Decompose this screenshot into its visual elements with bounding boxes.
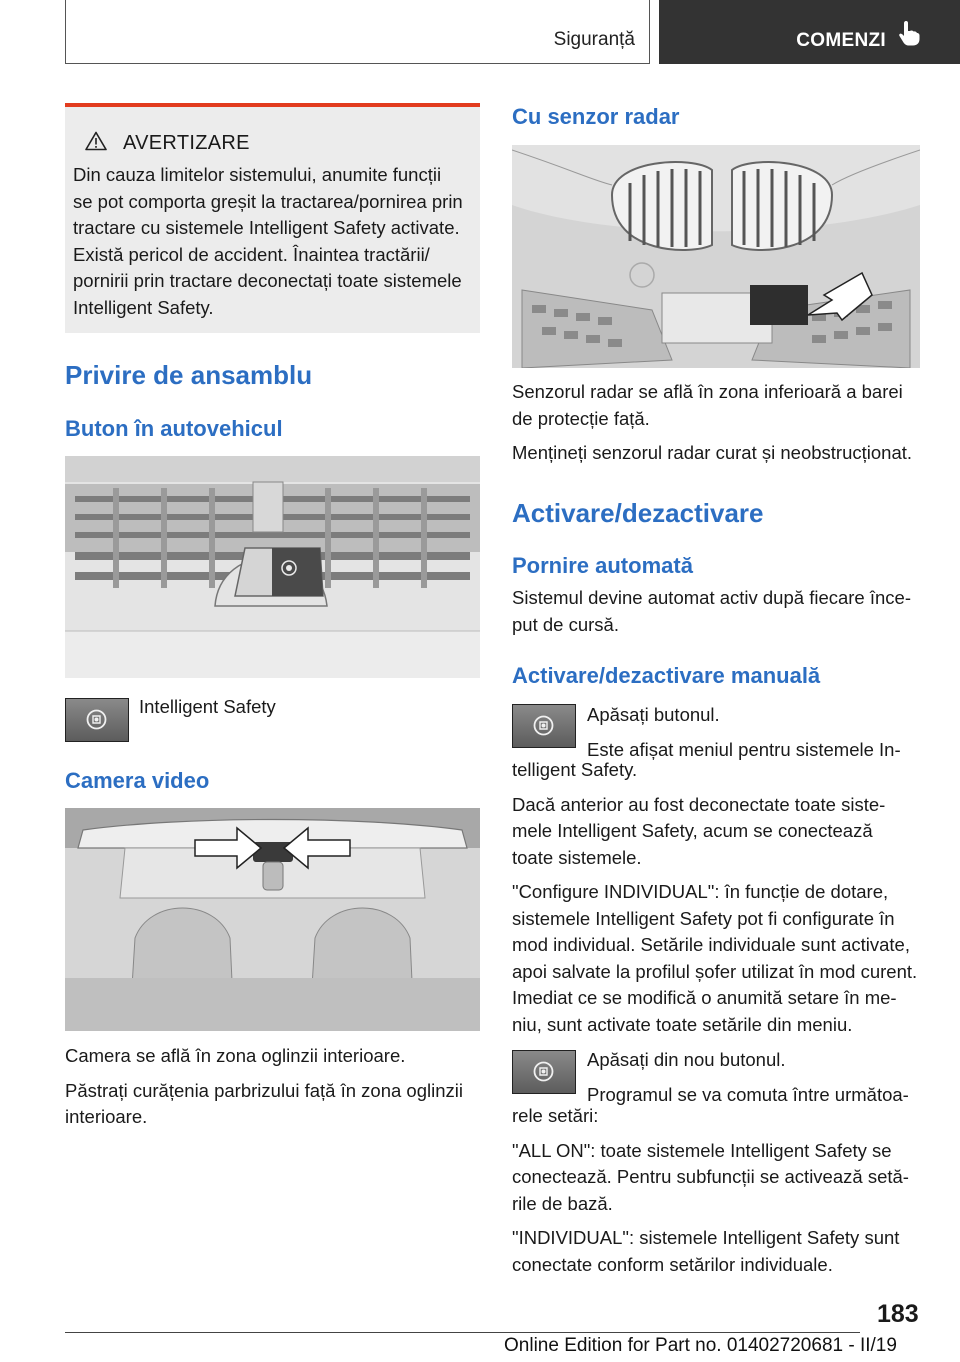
radar-description: Senzorul radar se află în zona inferioară a barei de protecție față. Mențineți senzorul radar curat și neobstrucționat. <box>512 381 913 463</box>
camera-location-illustration <box>65 808 480 1031</box>
auto-start-text: Sistemul devine automat activ după fiecare înce- put de cursă. <box>512 587 911 635</box>
radar-heading: Cu senzor radar <box>512 104 680 129</box>
intelligent-safety-button-icon <box>65 698 129 742</box>
settings-list: rele setări: "ALL ON": toate sistemele Intelligent Safety se conectează. Pentru subfuncții se activează setă- rile de bază. "INDIVIDUAL": sistemele Intelligent Safety sunt conectate conform setărilor individuale. <box>512 1105 909 1275</box>
header-chapter-tab <box>659 0 960 64</box>
warning-title: AVERTIZARE <box>123 132 250 154</box>
warning-text: Din cauza limitelor sistemului, anumite funcții se pot comporta greșit la tractarea/pornirea prin tractare cu sistemele Intelligent Safety activate. Există pericol de accident. Înaintea tractării/ pornirii prin tractare deconectați toate sistemele Intelligent Safety. <box>73 164 463 318</box>
section-title: Siguranță <box>553 29 635 50</box>
overview-heading: Privire de ansamblu <box>65 360 313 390</box>
warning-box <box>65 103 480 333</box>
manual-heading: Activare/dezactivare manuală <box>512 663 821 688</box>
footer-divider <box>65 1332 860 1333</box>
page-number: 183 <box>877 1300 919 1328</box>
activation-heading: Activare/dezactivare <box>512 498 764 528</box>
pointing-hand-icon <box>898 20 920 52</box>
intelligent-safety-button-icon <box>512 704 576 748</box>
camera-heading: Camera video <box>65 768 210 793</box>
dashboard-button-illustration <box>65 456 480 678</box>
footer-edition: Online Edition for Part no. 01402720681 - II/19 <box>504 1335 897 1356</box>
manual-step-1: Apăsați butonul. Este afișat meniul pentru sistemele In- <box>587 704 901 760</box>
intelligent-safety-button-icon <box>512 1050 576 1094</box>
camera-description: Camera se află în zona oglinzii interioare. Păstrați curățenia parbrizului față în zona oglinzii interioare. <box>65 1045 463 1127</box>
button-location-heading: Buton în autovehicul <box>65 416 283 441</box>
chapter-title: COMENZI <box>796 30 886 51</box>
press-again-step: Apăsați din nou butonul. Programul se va comuta între următoa- <box>587 1049 909 1105</box>
auto-start-heading: Pornire automată <box>512 553 693 578</box>
button-label: Intelligent Safety <box>139 696 276 717</box>
header-section-tab <box>65 0 650 64</box>
manual-details: telligent Safety. Dacă anterior au fost deconectate toate siste- mele Intelligent Safety, acum se conectează toate sistemele. "Configure INDIVIDUAL": în funcție de dotare, sistemele Intelligent Safety pot fi configurate în mod individual. Setările individuale sunt activate, apoi salvate la profilul șofer utilizat în mod curent. Imediat ce se modifică o anumită setare în me- niu, sunt activate toate setările din meniu. <box>512 759 918 1035</box>
radar-sensor-illustration <box>512 145 920 368</box>
warning-triangle-icon <box>85 131 107 156</box>
